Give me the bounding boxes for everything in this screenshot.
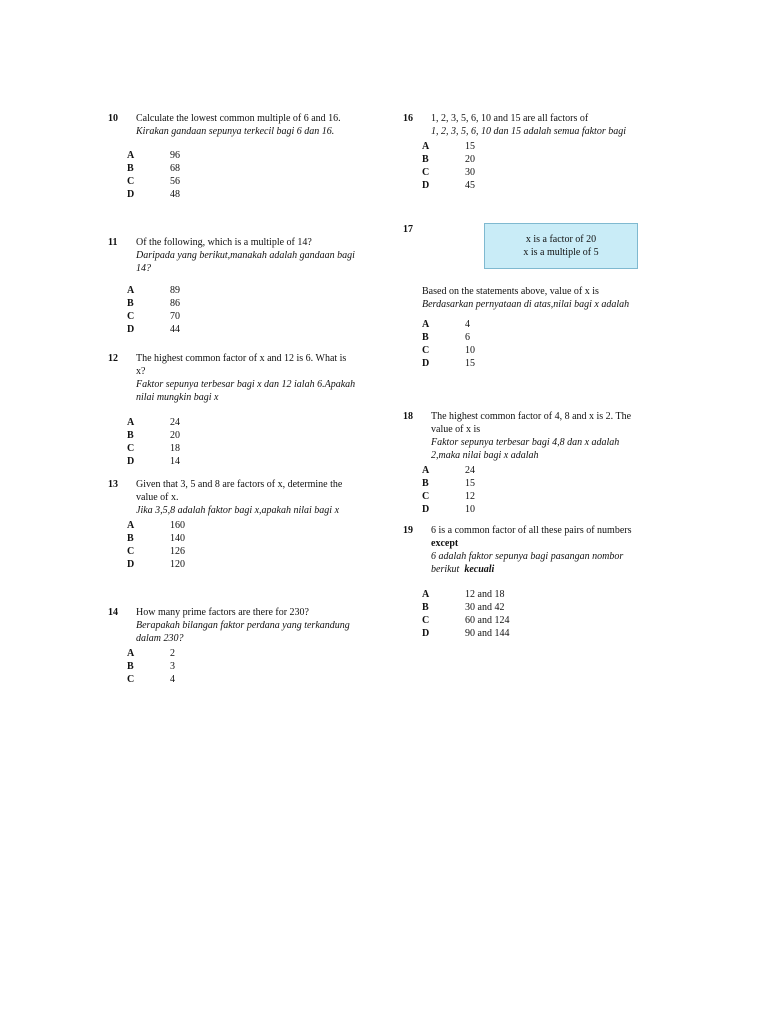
emphasis-kecuali: kecuali — [464, 564, 495, 575]
question-number: 17 — [403, 224, 413, 235]
question-14 — [108, 606, 358, 686]
question-18 — [403, 410, 648, 524]
option-b[interactable]: B 68 — [127, 163, 180, 174]
question-12 — [108, 352, 358, 478]
option-d[interactable]: D 45 — [422, 180, 475, 191]
question-text-malay: Berdasarkan pernyataan di atas,nilai bagi x adalah — [422, 299, 630, 310]
option-a[interactable]: A 160 — [127, 520, 185, 531]
option-a[interactable]: A 4 — [422, 319, 470, 330]
option-a[interactable]: A 24 — [127, 417, 180, 428]
question-16 — [403, 112, 648, 217]
option-c[interactable]: C 126 — [127, 546, 185, 557]
question-text-english: How many prime factors are there for 230? — [136, 607, 309, 618]
option-b[interactable]: B 6 — [422, 332, 470, 343]
question-text-malay: Berapakah bilangan faktor perdana yang terkandung dalam 230? — [136, 620, 350, 644]
question-number: 10 — [108, 113, 118, 124]
question-text-english: Based on the statements above, value of x is — [422, 286, 599, 297]
question-text-malay: Kirakan gandaan sepunya terkecil bagi 6 dan 16. — [136, 126, 335, 137]
option-c[interactable]: C 18 — [127, 443, 180, 454]
option-d[interactable]: D 14 — [127, 456, 180, 467]
question-text-english: 1, 2, 3, 5, 6, 10 and 15 are all factors of — [431, 113, 589, 124]
option-c[interactable]: C 60 and 124 — [422, 615, 510, 626]
question-number: 18 — [403, 411, 413, 422]
question-text-english: The highest common factor of x and 12 is 6. What is x? — [136, 353, 347, 377]
question-text-english: The highest common factor of 4, 8 and x is 2. The value of x is — [431, 411, 632, 435]
option-c[interactable]: C 4 — [127, 674, 175, 685]
question-text-malay: Faktor sepunya terbesar bagi 4,8 dan x adalah 2,maka nilai bagi x adalah — [431, 437, 620, 461]
option-d[interactable]: D 48 — [127, 189, 180, 200]
question-11 — [108, 236, 358, 352]
option-a[interactable]: A 96 — [127, 150, 180, 161]
option-c[interactable]: C 10 — [422, 345, 475, 356]
option-a[interactable]: A 12 and 18 — [422, 589, 505, 600]
option-b[interactable]: B 30 and 42 — [422, 602, 505, 613]
statement-box — [484, 223, 638, 269]
option-a[interactable]: A 15 — [422, 141, 475, 152]
option-b[interactable]: B 140 — [127, 533, 185, 544]
option-c[interactable]: C 56 — [127, 176, 180, 187]
option-c[interactable]: C 12 — [422, 491, 475, 502]
question-text-english: Of the following, which is a multiple of 14? — [136, 237, 312, 248]
question-19 — [403, 524, 648, 640]
question-text-english: Calculate the lowest common multiple of 6 and 16. — [136, 113, 341, 124]
question-number: 16 — [403, 113, 413, 124]
option-b[interactable]: B 86 — [127, 298, 180, 309]
question-number: 14 — [108, 607, 118, 618]
question-number: 13 — [108, 479, 118, 490]
question-17 — [403, 223, 648, 410]
left-column — [108, 112, 358, 686]
option-d[interactable]: D 120 — [127, 559, 185, 570]
emphasis-except: except — [431, 538, 459, 549]
question-number: 12 — [108, 353, 118, 364]
option-b[interactable]: B 20 — [127, 430, 180, 441]
option-d[interactable]: D 10 — [422, 504, 475, 515]
option-a[interactable]: A 89 — [127, 285, 180, 296]
right-column — [403, 112, 648, 640]
question-text-malay: 6 adalah faktor sepunya bagi pasangan nombor berikut kecuali — [431, 551, 624, 575]
question-text-malay: Jika 3,5,8 adalah faktor bagi x,apakah nilai bagi x — [136, 505, 340, 516]
question-number: 11 — [108, 237, 118, 248]
option-b[interactable]: B 20 — [422, 154, 475, 165]
question-text-malay: 1, 2, 3, 5, 6, 10 dan 15 adalah semua faktor bagi — [431, 126, 626, 137]
option-a[interactable]: A 2 — [127, 648, 175, 659]
option-a[interactable]: A 24 — [422, 465, 475, 476]
statement-line-2: x is a multiple of 5 — [523, 247, 599, 258]
option-b[interactable]: B 3 — [127, 661, 175, 672]
option-d[interactable]: D 15 — [422, 358, 475, 369]
question-text-english: Given that 3, 5 and 8 are factors of x, determine the value of x. — [136, 479, 343, 503]
question-13 — [108, 478, 358, 606]
question-text-malay: Daripada yang berikut,manakah adalah gandaan bagi 14? — [136, 250, 355, 274]
question-text-malay: Faktor sepunya terbesar bagi x dan 12 ialah 6.Apakah nilai mungkin bagi x — [136, 379, 356, 403]
option-b[interactable]: B 15 — [422, 478, 475, 489]
question-number: 19 — [403, 525, 413, 536]
statement-line-1: x is a factor of 20 — [525, 234, 597, 245]
option-d[interactable]: D 90 and 144 — [422, 628, 510, 639]
option-c[interactable]: C 70 — [127, 311, 180, 322]
option-c[interactable]: C 30 — [422, 167, 475, 178]
question-10 — [108, 112, 358, 236]
option-d[interactable]: D 44 — [127, 324, 180, 335]
question-text-english: 6 is a common factor of all these pairs of numbers except — [431, 525, 632, 549]
